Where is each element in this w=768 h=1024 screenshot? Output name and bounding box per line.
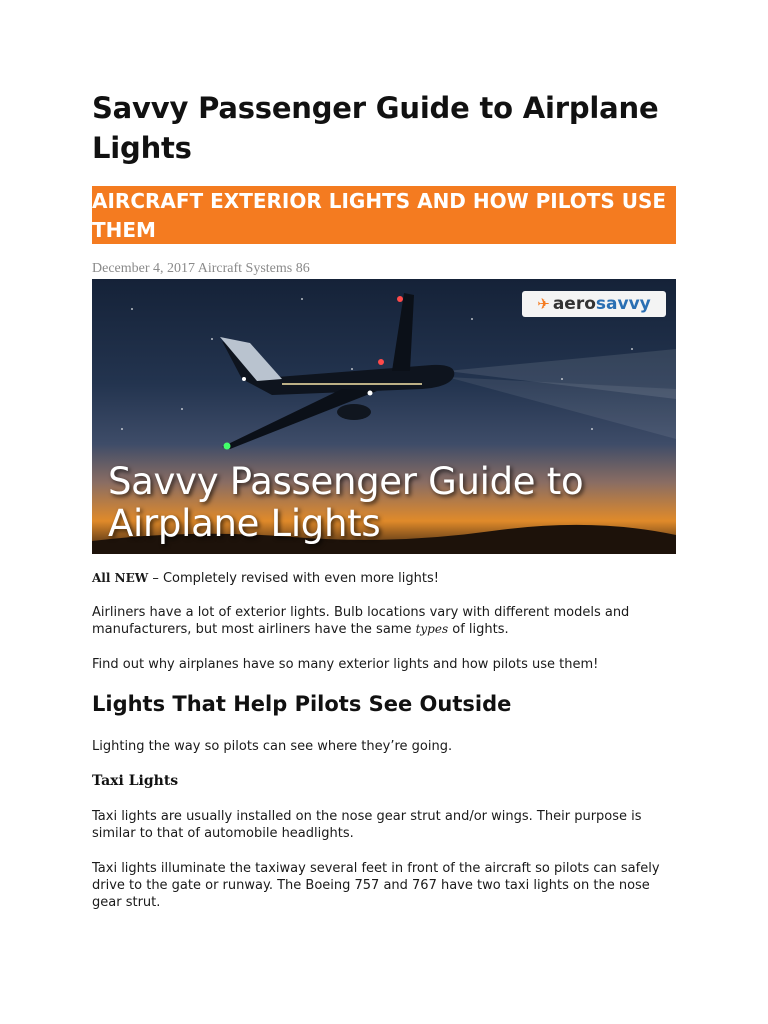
section-banner: AIRCRAFT EXTERIOR LIGHTS AND HOW PILOTS USE THEM <box>92 186 676 244</box>
red-nav-light <box>397 296 403 302</box>
post-meta: December 4, 2017 Aircraft Systems 86 <box>92 261 310 276</box>
intro-paragraph <box>92 570 676 587</box>
engine <box>337 404 371 420</box>
upper-wing <box>392 293 414 371</box>
taxi-lights-paragraph-1: Taxi lights are usually installed on the nose gear strut and/or wings. Their purpose is similar to that of automobile headlights. <box>92 809 642 841</box>
hero-caption-line-1: Savvy Passenger Guide to <box>108 460 584 503</box>
hero-image <box>92 279 676 554</box>
hero-caption-line-2: Airplane Lights <box>108 502 381 545</box>
airliners-paragraph <box>92 604 676 638</box>
green-nav-light <box>224 443 231 450</box>
section-heading: Lights That Help Pilots See Outside <box>92 692 512 716</box>
tail-light <box>242 377 246 381</box>
subsection-heading-taxi-lights: Taxi Lights <box>92 773 179 789</box>
logo-text-savvy: savvy <box>595 294 651 314</box>
hero-caption <box>108 461 583 545</box>
page-title: Savvy Passenger Guide to Airplane Lights <box>92 91 659 165</box>
airliners-text-start: Airliners have a lot of exterior lights. Bulb locations vary with different models and manufacturers, but most airliners have the same <box>92 605 630 637</box>
types-emphasis: types <box>415 622 449 636</box>
beacon-light <box>378 359 384 365</box>
section-intro: Lighting the way so pilots can see where they’re going. <box>92 739 453 754</box>
all-new-label: All NEW <box>92 571 149 585</box>
wing-strobe-light <box>368 391 373 396</box>
aerosavvy-logo <box>522 291 666 317</box>
cabin-windows <box>282 383 422 385</box>
intro-text: – Completely revised with even more lights! <box>148 571 439 586</box>
purpose-paragraph: Find out why airplanes have so many exterior lights and how pilots use them! <box>92 657 599 672</box>
airplane-icon: ✈ <box>537 295 550 313</box>
logo-text-aero: aero <box>552 294 596 314</box>
airliners-text-end: of lights. <box>448 622 509 637</box>
taxi-lights-paragraph-2: Taxi lights illuminate the taxiway several feet in front of the aircraft so pilots can safely drive to the gate or runway. The Boeing 757 and 767 have two taxi lights on the nose gear strut. <box>92 861 660 910</box>
